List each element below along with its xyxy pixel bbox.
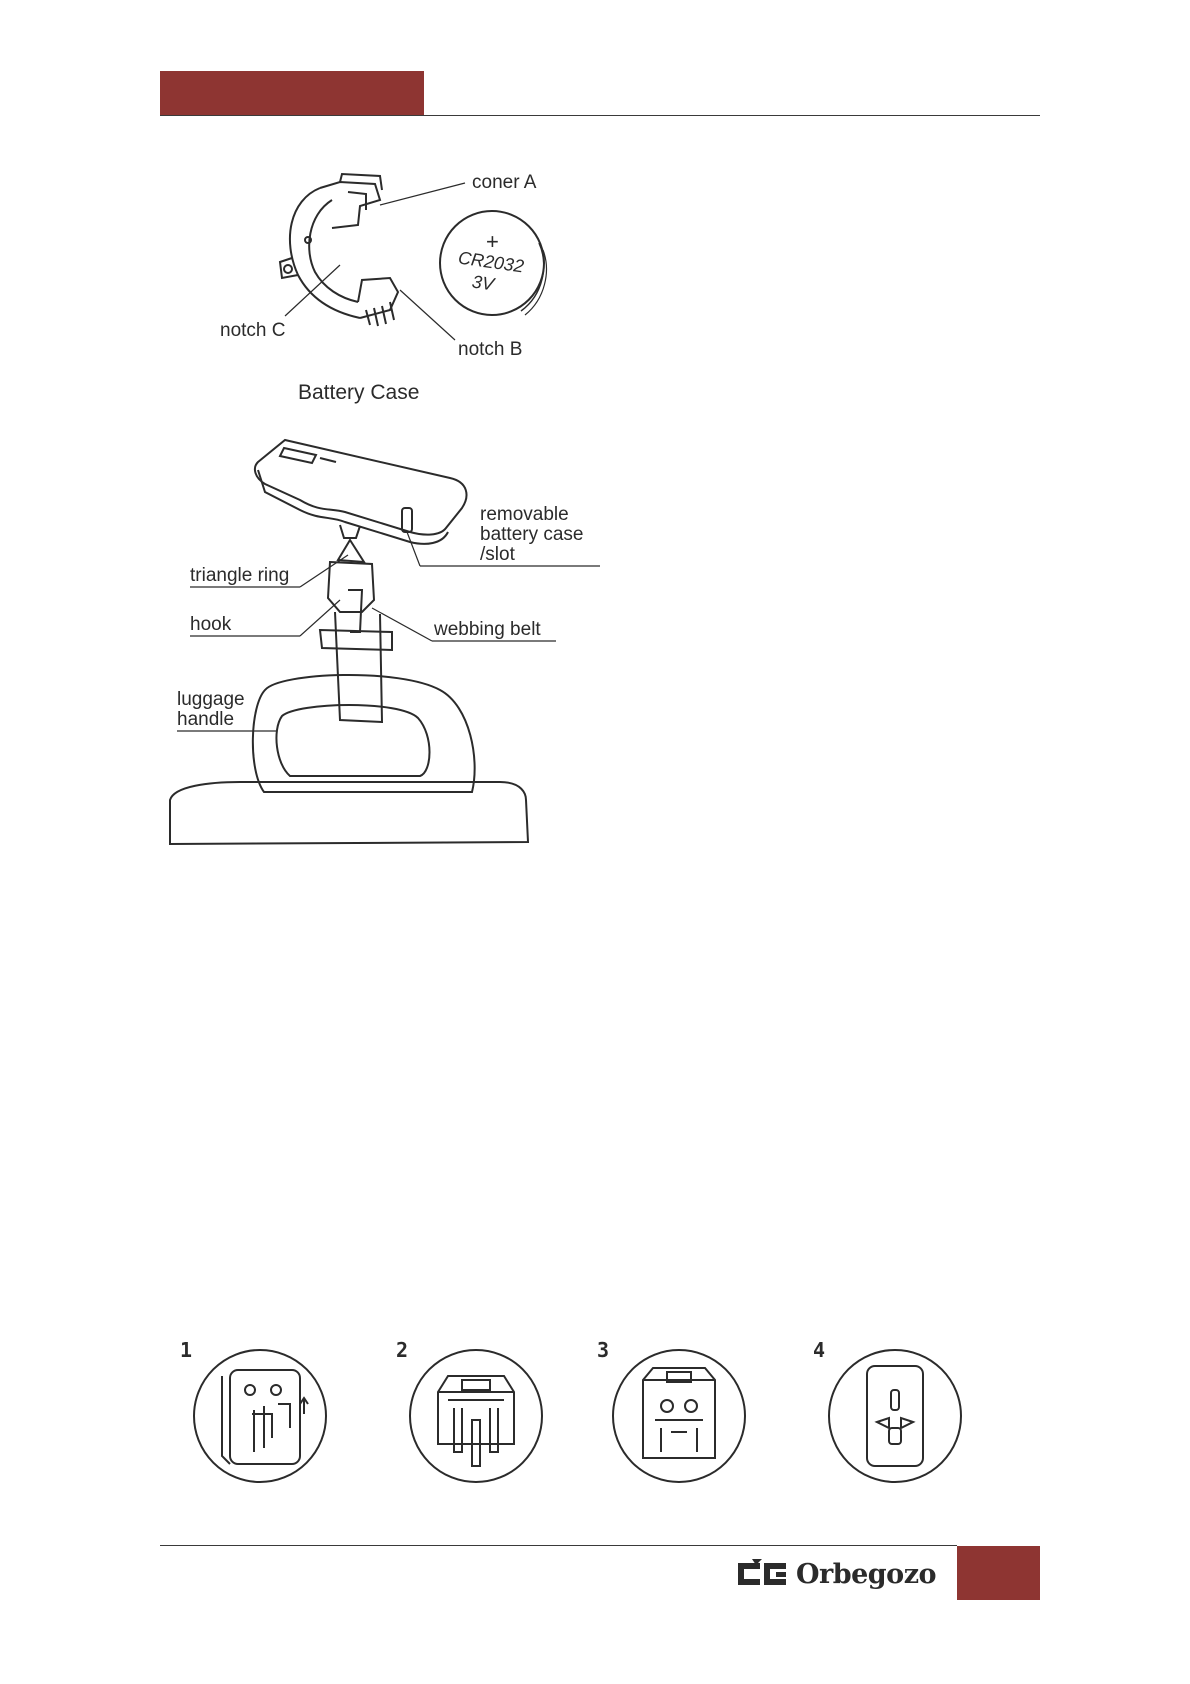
corner-a-label: coner A bbox=[472, 172, 537, 193]
step-number: 2 bbox=[396, 1338, 409, 1362]
footer-accent-band bbox=[957, 1546, 1040, 1600]
step-number: 4 bbox=[813, 1338, 826, 1362]
logo-wordmark: Orbegozo bbox=[796, 1559, 937, 1590]
step-number: 1 bbox=[180, 1338, 193, 1362]
battery-case-caption: Battery Case bbox=[298, 381, 420, 404]
battery-voltage-label: 3V bbox=[470, 271, 496, 295]
notch-c-label: notch C bbox=[220, 320, 286, 341]
logo-mark-icon bbox=[738, 1559, 788, 1587]
battery-slot-label-line1: removable bbox=[480, 504, 569, 525]
triangle-ring-label: triangle ring bbox=[190, 565, 290, 586]
adapter-step-1-illustration bbox=[192, 1348, 332, 1484]
step-number: 3 bbox=[597, 1338, 610, 1362]
luggage-handle-label-line2: handle bbox=[177, 709, 235, 730]
webbing-belt-label: webbing belt bbox=[434, 619, 541, 640]
battery-slot-label-line2: battery case bbox=[480, 524, 584, 545]
adapter-step-3-illustration bbox=[611, 1348, 751, 1484]
battery-model-label: CR2032 bbox=[456, 247, 526, 277]
hook-label: hook bbox=[190, 614, 232, 635]
adapter-step-2-illustration bbox=[408, 1348, 548, 1484]
luggage-handle-label-line1: luggage bbox=[177, 689, 245, 710]
battery-slot-label-line3: /slot bbox=[480, 544, 515, 565]
adapter-step-4-illustration bbox=[827, 1348, 967, 1484]
brand-logo bbox=[738, 1555, 943, 1595]
notch-b-label: notch B bbox=[458, 339, 523, 360]
footer-rule bbox=[160, 1545, 957, 1546]
battery-plus-sign: + bbox=[486, 229, 499, 254]
